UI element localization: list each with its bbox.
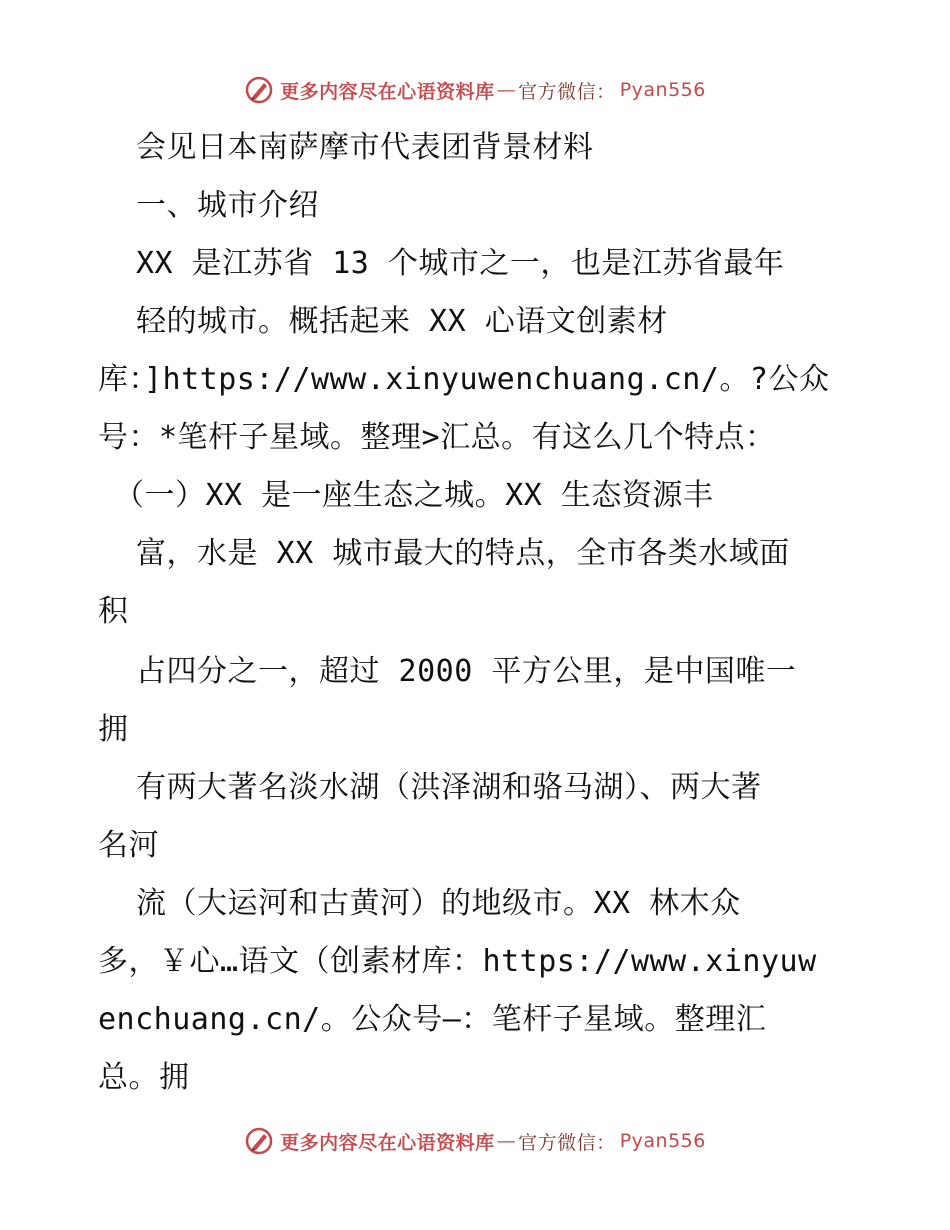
- banner-wechat-id: Pyan556: [619, 1130, 706, 1152]
- paragraph-line: 总。拥: [98, 1060, 190, 1095]
- banner-dash: —: [496, 79, 517, 101]
- banner-main-text: 更多内容尽在心语资料库: [280, 80, 495, 103]
- paragraph-line: enchuang.cn/。公众号—：笔杆子星域。整理汇: [98, 1002, 767, 1037]
- header-watermark-banner: [0, 70, 950, 110]
- section-heading: 一、城市介绍: [136, 188, 319, 223]
- banner-dash: —: [496, 1130, 517, 1152]
- paragraph-line: 积: [98, 594, 129, 629]
- paragraph-line: 轻的城市。概括起来 XX 心语文创素材: [136, 304, 668, 339]
- paragraph-line: 号：*笔杆子星域。整理>汇总。有这么几个特点：: [98, 420, 776, 455]
- banner-main-text: 更多内容尽在心语资料库: [280, 1131, 495, 1154]
- subsection-line: （一）XX 是一座生态之城。XX 生态资源丰: [114, 478, 714, 513]
- banner-separator: ：: [596, 80, 616, 103]
- banner-official-label: 官方微信: [518, 80, 597, 103]
- paragraph-line: XX 是江苏省 13 个城市之一，也是江苏省最年: [136, 246, 785, 281]
- pen-logo-icon: [244, 1126, 274, 1156]
- banner-wechat-id: Pyan556: [619, 79, 706, 101]
- paragraph-line: 库：]https://www.xinyuwenchuang.cn/。?公众: [98, 362, 830, 397]
- document-title: 会见日本南萨摩市代表团背景材料: [136, 130, 594, 165]
- banner-official-label: 官方微信: [518, 1131, 597, 1154]
- footer-watermark-banner: [0, 1121, 950, 1161]
- paragraph-line: 占四分之一，超过 2000 平方公里，是中国唯一: [136, 654, 797, 689]
- paragraph-line: 流（大运河和古黄河）的地级市。XX 林木众: [136, 886, 741, 921]
- paragraph-line: 拥: [98, 712, 129, 747]
- banner-separator: ：: [596, 1131, 616, 1154]
- paragraph-line: 名河: [98, 828, 159, 863]
- pen-logo-icon: [244, 75, 274, 105]
- paragraph-line: 多，￥心…语文（创素材库：https://www.xinyuw: [98, 944, 817, 979]
- paragraph-line: 富，水是 XX 城市最大的特点，全市各类水域面: [136, 536, 790, 571]
- paragraph-line: 有两大著名淡水湖（洪泽湖和骆马湖）、两大著: [136, 770, 762, 805]
